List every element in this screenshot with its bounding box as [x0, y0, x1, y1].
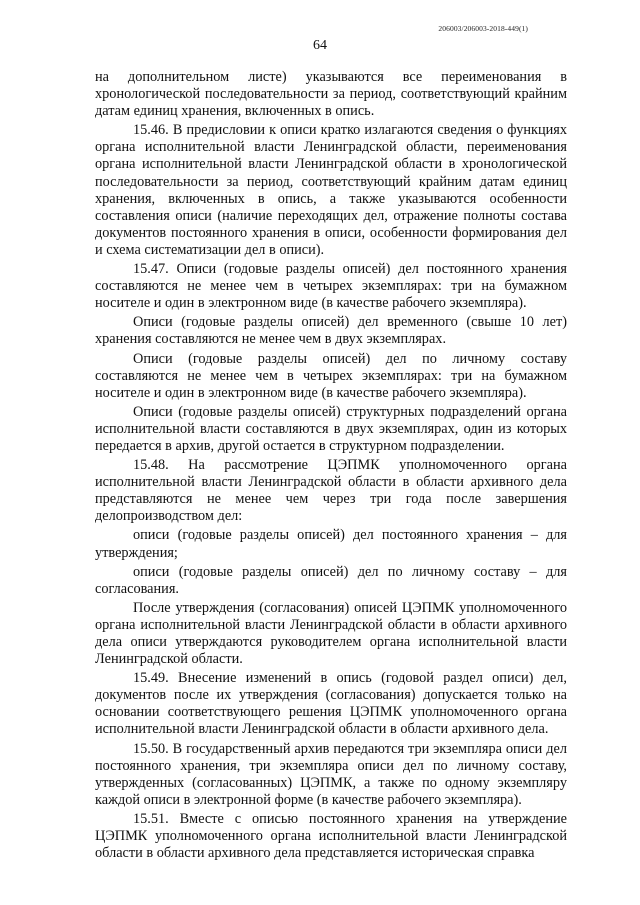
paragraph: описи (годовые разделы описей) дел по личному составу – для согласования.: [95, 563, 567, 597]
document-body: [95, 69, 567, 864]
page-number: 64: [313, 38, 327, 53]
paragraph: на дополнительном листе) указываются все переименования в хронологической последовательности за период, соответствующий крайним датам единиц хранения, включенных в опись.: [95, 69, 567, 120]
paragraph: 15.50. В государственный архив передаются три экземпляра описи дел постоянного хранения, три экземпляра описи дел по личному составу, утвержденных (согласованных) ЦЭПМК, а также по одному экземпляру каждой описи в электронной форме (в качестве рабочего экземпляра).: [95, 740, 567, 808]
paragraph: 15.51. Вместе с описью постоянного хранения на утверждение ЦЭПМК уполномоченного органа исполнительной власти Ленинградской области в области архивного дела представляется историческая справка: [95, 810, 567, 862]
paragraph: описи (годовые разделы описей) дел постоянного хранения – для утверждения;: [95, 527, 567, 561]
paragraph: 15.47. Описи (годовые разделы описей) дел постоянного хранения составляются не менее чем в четырех экземплярах: три на бумажном носителе и один в электронном виде (в качестве рабочего экземпляра).: [95, 261, 567, 312]
paragraph: 15.49. Внесение изменений в опись (годовой раздел описи) дел, документов после их утверждения (согласования) допускается только на основании соответствующего решения ЦЭПМК уполномоченного органа исполнительной власти Ленинградской области в области архивного дела.: [95, 670, 567, 738]
paragraph: 15.48. На рассмотрение ЦЭПМК уполномоченного органа исполнительной власти Ленинградской области в области архивного дела представляются не менее чем через три года после завершения делопроизводством дел:: [95, 457, 567, 525]
paragraph: Описи (годовые разделы описей) дел по личному составу составляются не менее чем в четырех экземплярах: три на бумажном носителе и один в электронном виде (в качестве рабочего экземпляра).: [95, 350, 567, 401]
paragraph: После утверждения (согласования) описей ЦЭПМК уполномоченного органа исполнительной власти Ленинградской области в области архивного дела описи утверждаются руководителем органа исполнительной власти Ленинградской области.: [95, 599, 567, 668]
paragraph: 15.46. В предисловии к описи кратко излагаются сведения о функциях органа исполнительной власти Ленинградской области, переименования органа исполнительной власти Ленинградской области в хронологической последовательности за период, соответствующий крайним датам единиц хранения, включенных в опись, а также указываются особенности составления описи (наличие переходящих дел, отражение полноты состава документов постоянного хранения в описи, особенности формирования дел и схема систематизации дел в описи).: [95, 122, 567, 258]
paragraph: Описи (годовые разделы описей) дел временного (свыше 10 лет) хранения составляются не менее чем в двух экземплярах.: [95, 314, 567, 348]
document-code: 206003/206003-2018-449(1): [438, 24, 528, 33]
paragraph: Описи (годовые разделы описей) структурных подразделений органа исполнительной власти составляются в двух экземплярах, один из которых передается в архив, другой остается в структурном подразделении.: [95, 403, 567, 454]
